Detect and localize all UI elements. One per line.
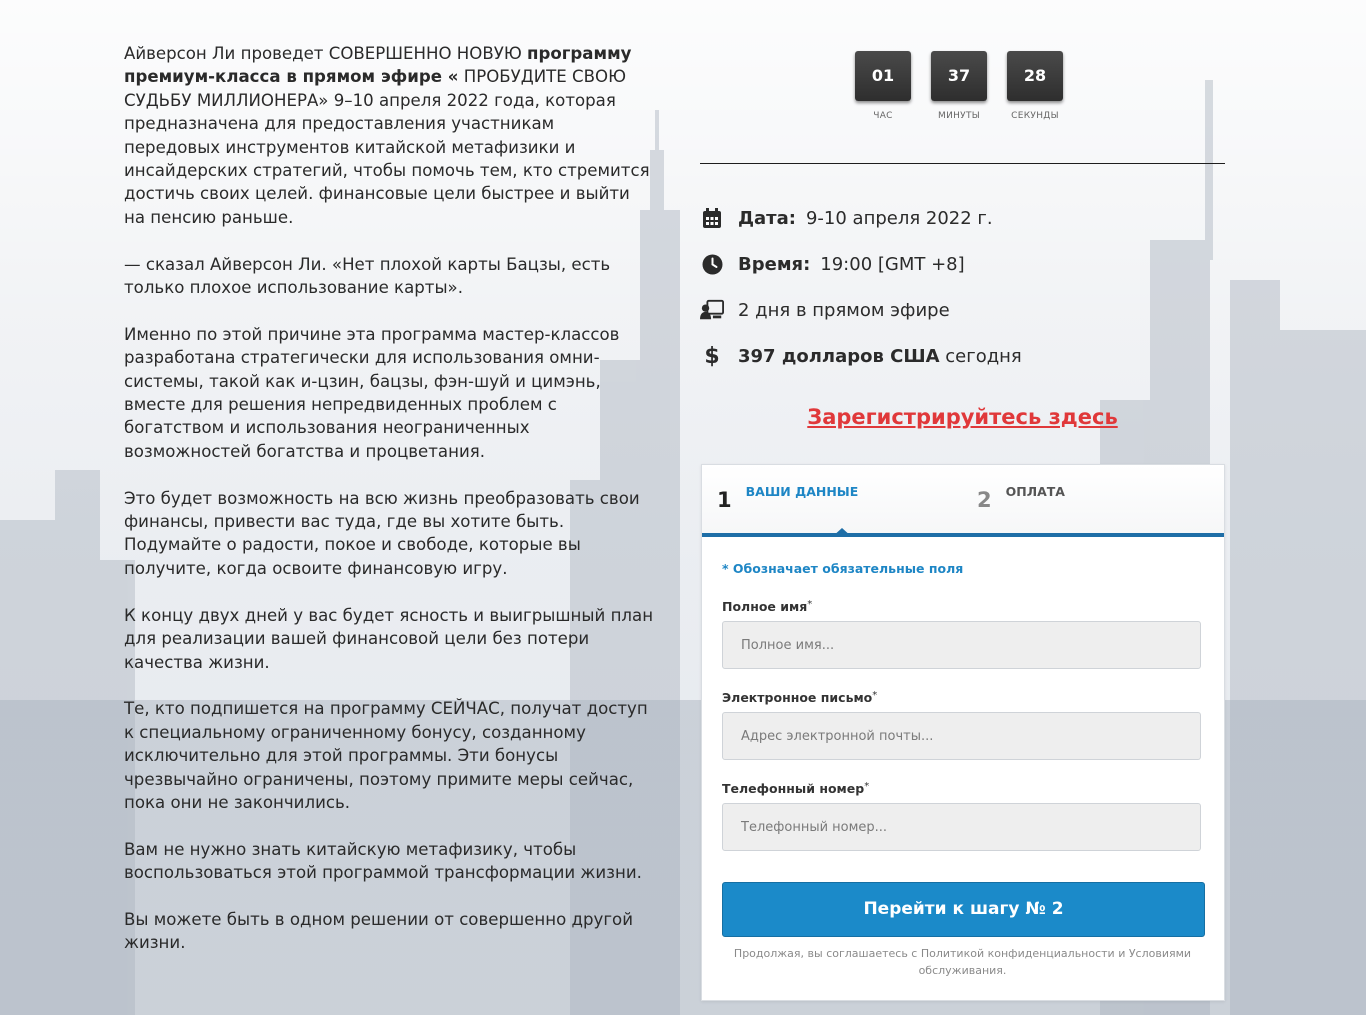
next-step-button[interactable]: Перейти к шагу № 2 — [722, 882, 1205, 937]
event-price-row — [700, 344, 1022, 368]
countdown-seconds-value: 28 — [1007, 51, 1063, 101]
event-format-row — [700, 298, 950, 322]
step-your-details[interactable] — [717, 465, 967, 533]
event-time-value: 19:00 [GMT +8] — [820, 253, 965, 275]
step1-label: ВАШИ ДАННЫЕ — [745, 484, 859, 499]
email-label — [722, 690, 877, 705]
clock-icon — [700, 252, 724, 276]
countdown-minutes-value: 37 — [931, 51, 987, 101]
event-date-value: 9-10 апреля 2022 г. — [805, 207, 993, 229]
full-name-label-text: Полное имя — [722, 599, 808, 614]
live-presenter-icon — [700, 298, 724, 322]
countdown-hours — [855, 51, 911, 121]
intro-text-c: ПРОБУДИТЕ СВОЮ СУДЬБУ МИЛЛИОНЕРА» 9–10 апреля 2022 года, которая предназначена для предоставления участникам передовых инструментов китайской метафизики и инсайдерских стратегий, чтобы помочь тем, кто стремится достичь своих целей. финансовые цели быстрее и выйти на пенсию раньше. — [124, 67, 650, 227]
step-payment[interactable] — [977, 465, 1217, 533]
required-star: * — [872, 690, 878, 701]
dollar-icon: $ — [704, 343, 720, 369]
event-time-label: Время: — [738, 253, 811, 275]
event-date-label: Дата: — [738, 207, 796, 229]
countdown-minutes — [931, 51, 987, 121]
step1-number: 1 — [717, 488, 732, 512]
required-star: * — [807, 599, 813, 610]
full-name-input[interactable] — [722, 621, 1201, 669]
section-divider — [700, 163, 1225, 164]
email-label-text: Электронное письмо — [722, 690, 873, 705]
calendar-icon — [700, 206, 724, 230]
quote-paragraph: — сказал Айверсон Ли. «Нет плохой карты Бацзы, есть только плохое использование карты». — [124, 254, 611, 298]
step2-label: ОПЛАТА — [1005, 484, 1065, 499]
event-format-value: 2 дня в прямом эфире — [738, 299, 950, 321]
no-knowledge-paragraph: Вам не нужно знать китайскую метафизику, чтобы воспользоваться этой программой трансформации жизни. — [124, 839, 642, 883]
active-step-caret-icon — [832, 528, 852, 537]
intro-text-a: Айверсон Ли проведет СОВЕРШЕННО НОВУЮ — [124, 44, 528, 63]
event-price-suffix: сегодня — [939, 345, 1022, 367]
form-steps — [702, 465, 1224, 537]
step2-number: 2 — [977, 488, 992, 512]
phone-label — [722, 781, 869, 796]
opportunity-paragraph: Это будет возможность на всю жизнь преобразовать свои финансы, привести вас туда, где вы хотите быть. Подумайте о радости, покое и свободе, которые вы получите, когда освоите финансовую игру. — [124, 488, 640, 578]
event-price-value: 397 долларов США — [738, 345, 940, 367]
closing-paragraph: Вы можете быть в одном решении от совершенно другой жизни. — [124, 909, 633, 953]
countdown-timer — [855, 51, 1063, 121]
bonus-paragraph: Те, кто подпишется на программу СЕЙЧАС, получат доступ к специальному ограниченному бонусу, созданному исключительно для этой программы. Эти бонусы чрезвычайно ограничены, поэтому примите меры сейчас, пока они не закончились. — [124, 699, 648, 812]
countdown-hours-value: 01 — [855, 51, 911, 101]
email-input[interactable] — [722, 712, 1201, 760]
required-star: * — [864, 781, 870, 792]
event-time-row — [700, 252, 965, 276]
phone-input[interactable] — [722, 803, 1201, 851]
event-date-row — [700, 206, 993, 230]
countdown-seconds — [1007, 51, 1063, 121]
full-name-label — [722, 599, 812, 614]
countdown-hours-label: ЧАС — [873, 111, 893, 121]
intro-text-bold: программу премиум-класса в прямом эфире « — [124, 44, 632, 87]
description-column — [124, 42, 654, 978]
register-here-link[interactable]: Зарегистрируйтесь здесь — [807, 405, 1118, 429]
outcome-paragraph: К концу двух дней у вас будет ясность и выигрышный план для реализации вашей финансовой цели без потери качества жизни. — [124, 605, 654, 672]
phone-label-text: Телефонный номер — [722, 781, 865, 796]
terms-notice: Продолжая, вы соглашаетесь с Политикой конфиденциальности и Условиями обслуживания. — [733, 947, 1192, 977]
program-paragraph: Именно по этой причине эта программа мастер-классов разработана стратегически для использования омни-системы, такой как и-цзин, бацзы, фэн-шуй и цимэнь, вместе для решения непредвиденных проблем с богатством и использования неограниченных возможностей богатства и процветания. — [124, 324, 620, 461]
countdown-minutes-label: МИНУТЫ — [938, 111, 980, 121]
required-fields-note: * Обозначает обязательные поля — [722, 561, 964, 576]
intro-paragraph — [124, 42, 654, 229]
countdown-seconds-label: СЕКУНДЫ — [1011, 111, 1059, 121]
registration-form-card — [701, 464, 1225, 1001]
